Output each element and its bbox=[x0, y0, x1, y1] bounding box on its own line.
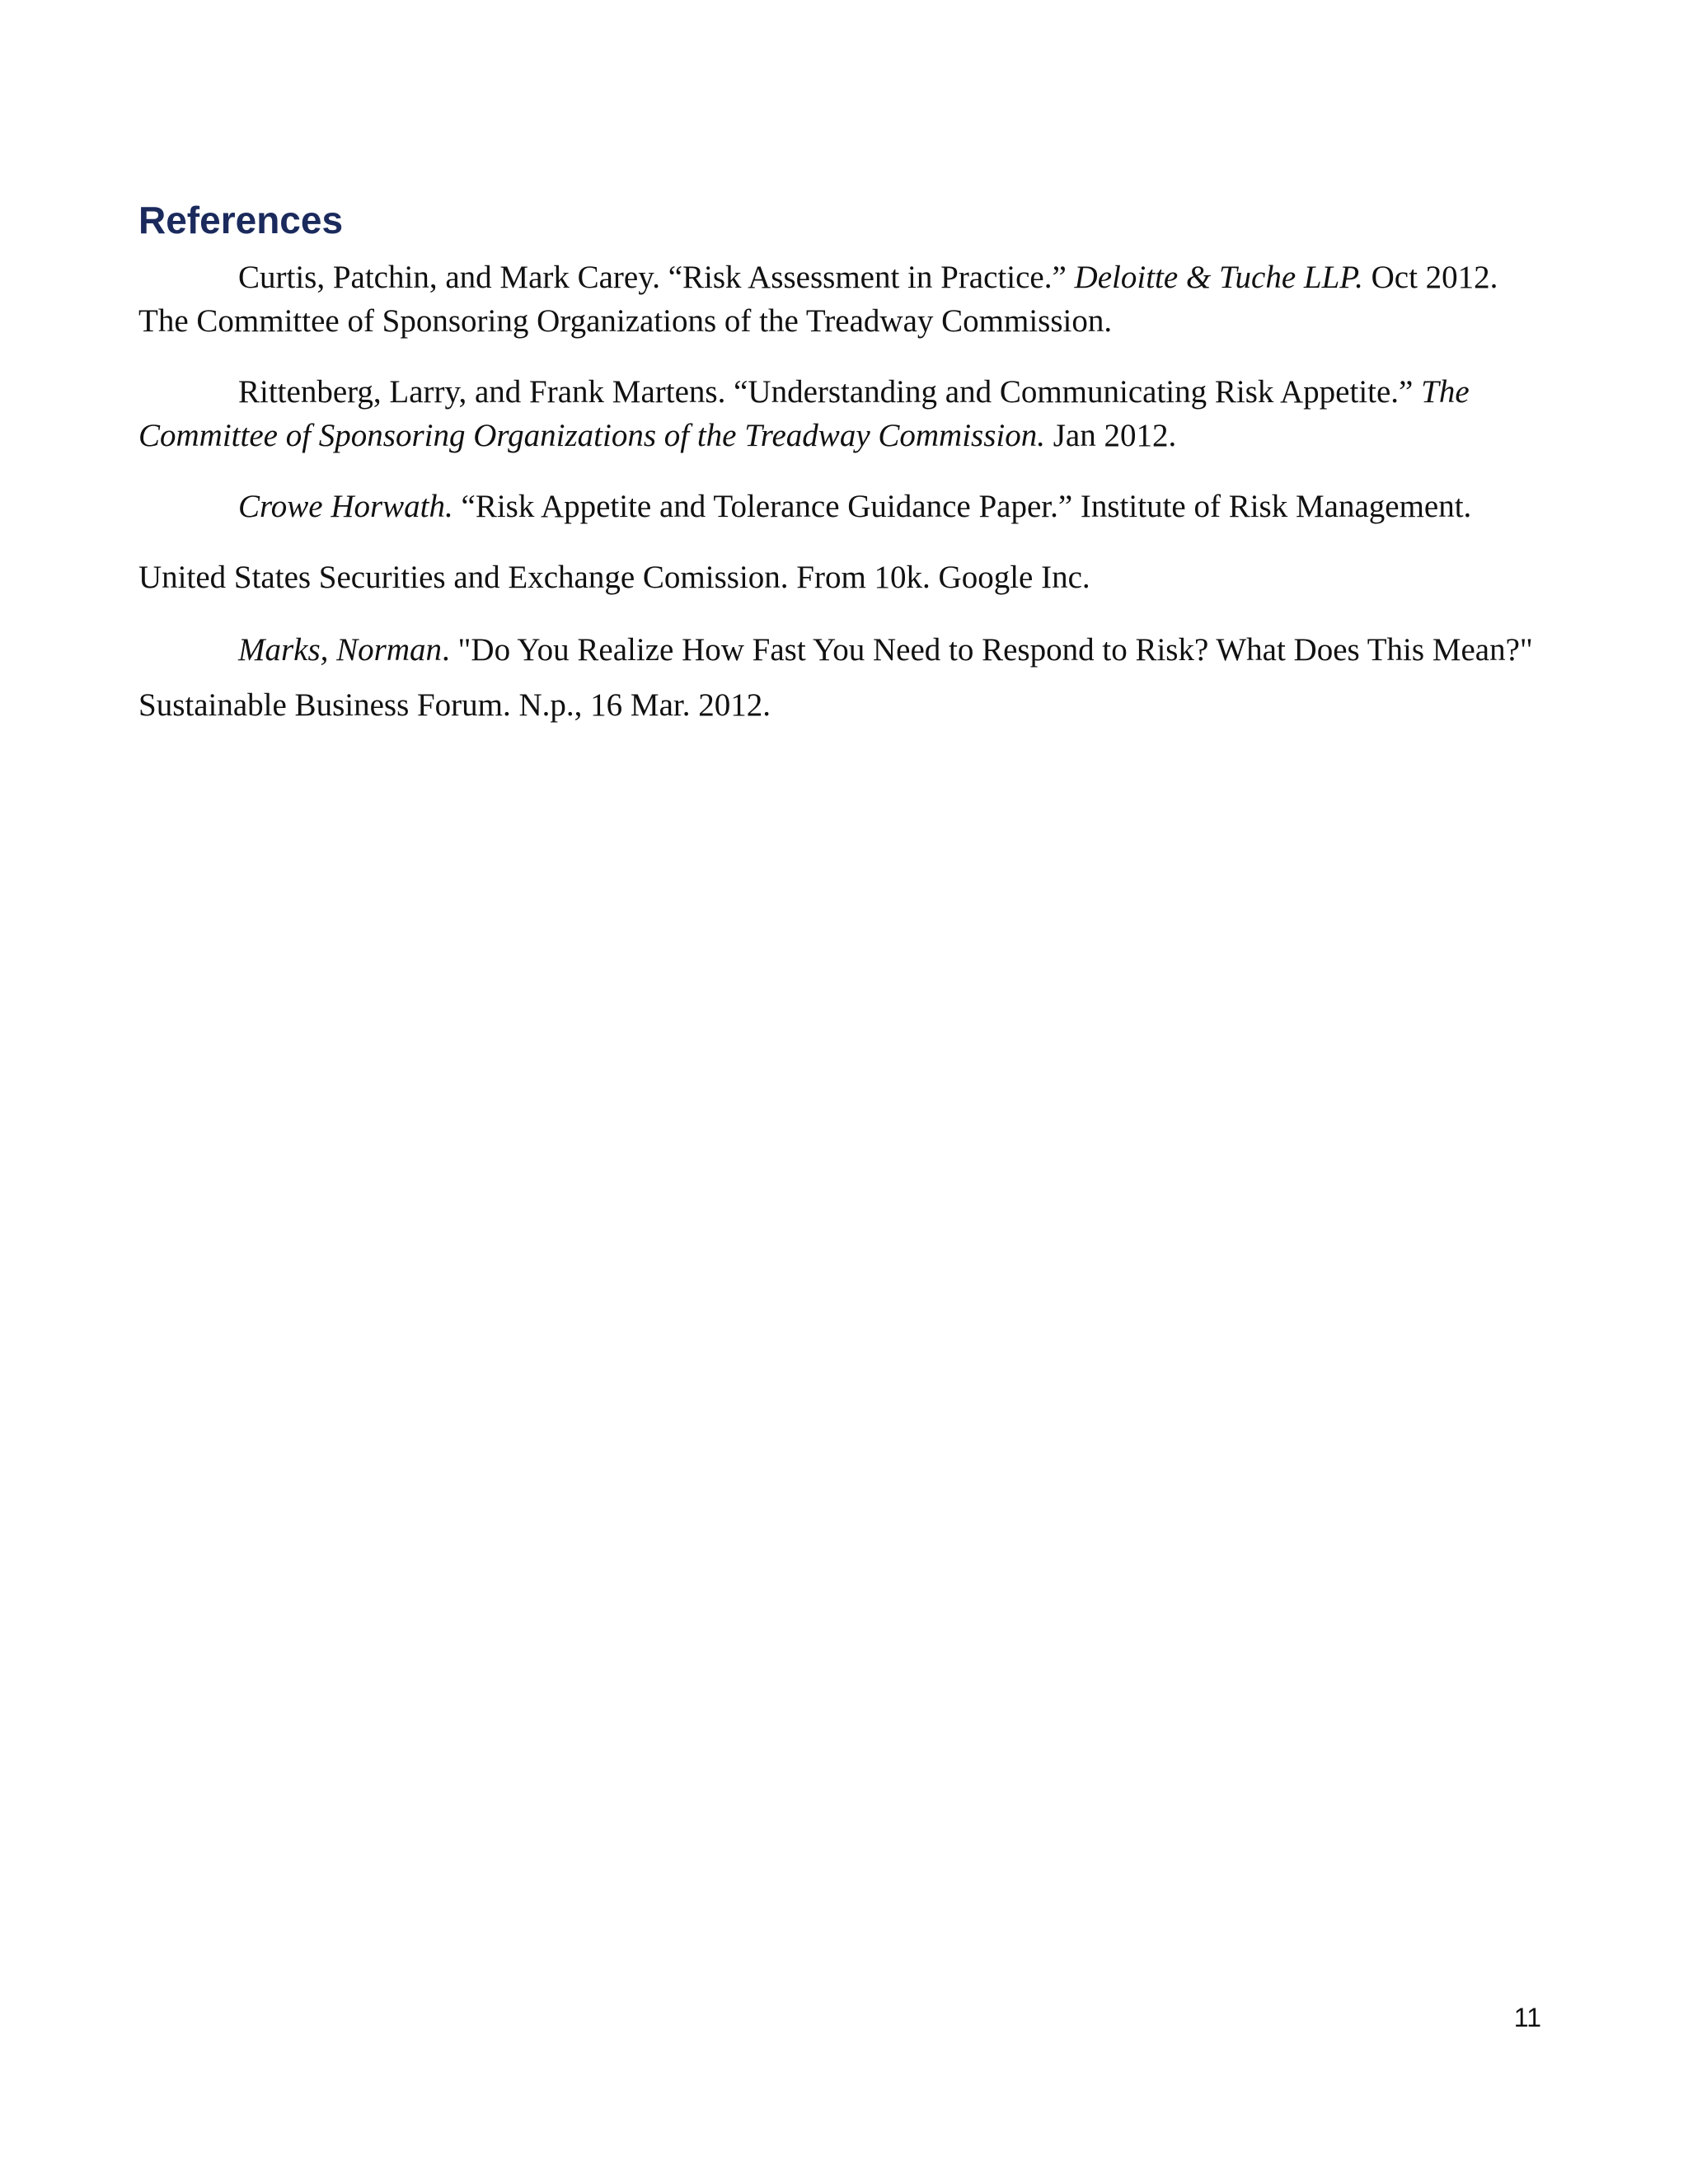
reference-text: Rittenberg, Larry, and Frank Martens. “Understanding and Communicating Risk Appetite.” bbox=[238, 374, 1422, 410]
references-heading: References bbox=[138, 199, 344, 241]
reference-text: . "Do You Realize How Fast You Need to Respond to Risk? What Does This Mean?" Sustainable Business Forum. N.p., 16 Mar. 2012. bbox=[138, 632, 1533, 723]
reference-text: Curtis, Patchin, and Mark Carey. “Risk Assessment in Practice.” bbox=[238, 260, 1075, 295]
reference-item bbox=[138, 622, 1540, 733]
reference-text: Jan 2012. bbox=[1045, 418, 1177, 453]
reference-item bbox=[138, 485, 1540, 528]
references-list bbox=[138, 255, 1540, 733]
reference-source: The Committee of Sponsoring Organizations of the Treadway Commission. bbox=[138, 374, 1470, 453]
reference-text: Oct 2012. The Committee of Sponsoring Organizations of the Treadway Commission. bbox=[138, 260, 1498, 339]
reference-source: Deloitte & Tuche LLP. bbox=[1074, 260, 1363, 295]
reference-text: United States Securities and Exchange Comission. From 10k. Google Inc. bbox=[138, 560, 1090, 595]
reference-item bbox=[138, 255, 1540, 343]
reference-item bbox=[138, 555, 1540, 599]
reference-item bbox=[138, 370, 1540, 457]
page-number: 11 bbox=[1513, 2003, 1541, 2032]
reference-author: Marks, Norman bbox=[238, 632, 443, 668]
reference-text: “Risk Appetite and Tolerance Guidance Paper.” Institute of Risk Management. bbox=[452, 489, 1472, 524]
reference-author: Crowe Horwath. bbox=[238, 489, 453, 524]
